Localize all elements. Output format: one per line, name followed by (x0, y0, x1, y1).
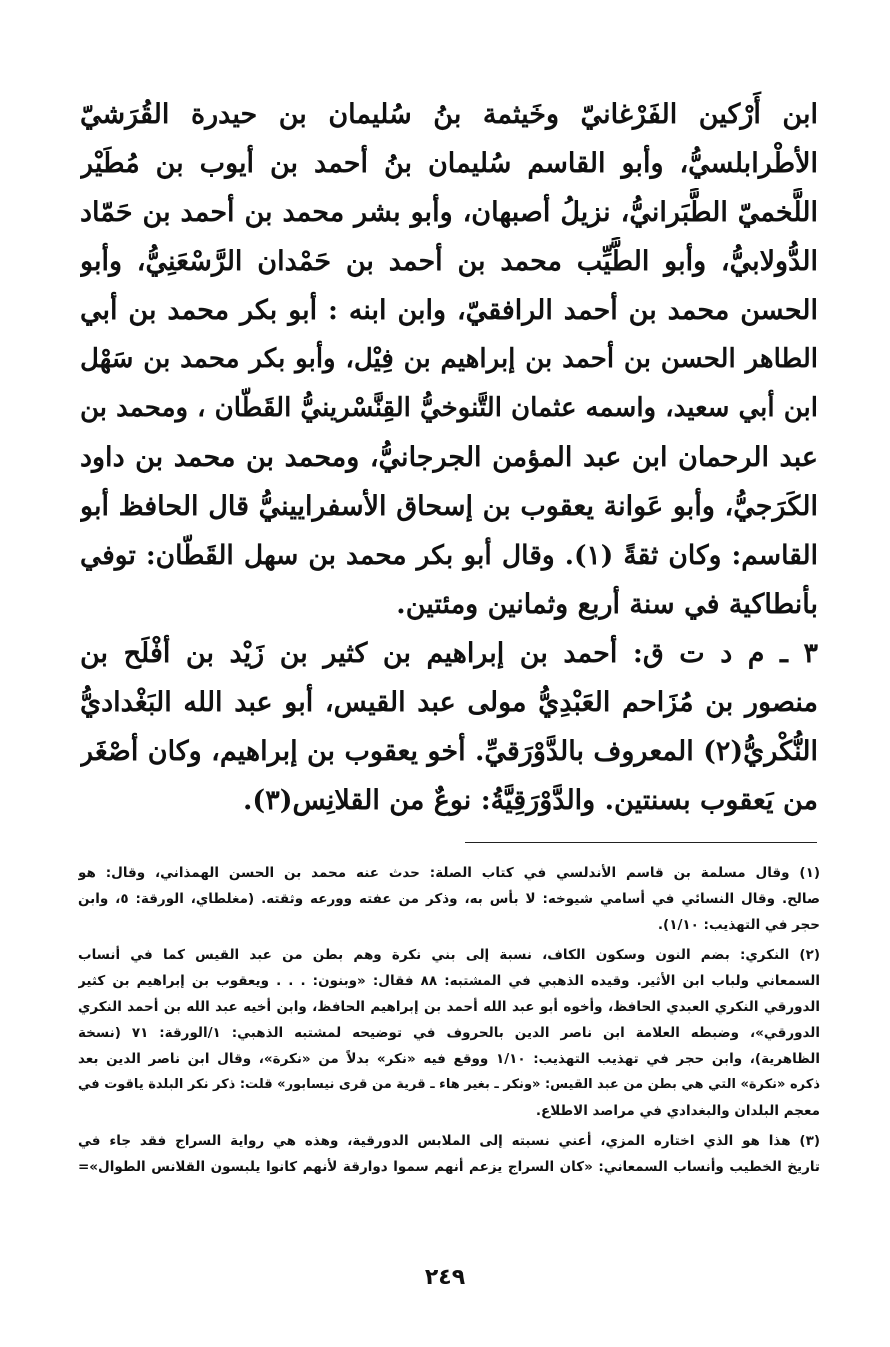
footnote-line: الدورقي»، وضبطه العلامة ابن ناصر الدين بالحروف في توضيحه لمشتبه الذهبي: ١/الورقة: ٧١ (نسخة (78, 1025, 820, 1041)
footnote-line: ذكره «نكرة» التي هي بطن من عبد القيس: «ونكر ـ بغير هاء ـ قرية من قرى نيسابور» قلت: ذكر نكر البلدة ياقوت في (78, 1077, 820, 1092)
body-line: الأطْرابلسيُّ، وأبو القاسم سُليمان بنُ أحمد بن أيوب بن مُطَيْر (80, 148, 818, 179)
footnote-line: (١) وقال مسلمة بن قاسم الأندلسي في كتاب الصلة: حدث عنه محمد بن الحسن الهمذاني، وقال: هو (78, 865, 820, 881)
body-line: النُّكْريُّ(٢) المعروف بالدَّوْرَقيِّ. أخو يعقوب بن إبراهيم، وكان أصْغَر (80, 736, 818, 767)
body-line: منصور بن مُزَاحم العَبْدِيُّ مولى عبد القيس، أبو عبد الله البَغْداديُّ (80, 687, 818, 718)
body-line: الحسن محمد بن أحمد الرافقيّ، وابن ابنه : أبو بكر محمد بن أبي (80, 295, 818, 326)
body-line: اللَّخميّ الطَّبَرانيُّ، نزيلُ أصبهان، وأبو بشر محمد بن أحمد بن حَمّاد (80, 197, 818, 228)
body-line: ابن أَرْكين الفَرْغانيّ وخَيثمة بنُ سُليمان بن حيدرة القُرَشيّ (80, 99, 818, 130)
footnote-line: معجم البلدان والبغدادي في مراصد الاطلاع. (535, 1103, 820, 1119)
footnote-2 (78, 942, 820, 1124)
body-line-paragraph-end: بأنطاكية في سنة أربع وثمانين ومئتين. (396, 589, 818, 620)
entry-heading-line: ٣ ـ م د ت ق: أحمد بن إبراهيم بن كثير بن زَيْد بن أفْلَح بن (80, 638, 818, 669)
footnote-3 (78, 1128, 820, 1180)
footnote-line: صالح. وقال النسائي في أسامي شيوخه: لا بأس به، وذكر من عفته وورعه وثقته. (مغلطاي، الورقة: ٥، وابن (78, 891, 820, 907)
main-body-text (80, 90, 818, 825)
footnote-line: الدورقي النكري العبدي الحافظ، وأخوه أبو عبد الله أحمد بن إبراهيم الحافظ، وابن أخيه عبد الله بن أحمد النكري (78, 999, 820, 1015)
body-line: الطاهر الحسن بن أحمد بن إبراهيم بن فِيْل، وأبو بكر محمد بن سَهْل (80, 344, 818, 374)
footnotes-section (78, 860, 820, 1180)
footnote-line: (٣) هذا هو الذي اختاره المزي، أعني نسبته إلى الملابس الدورقية، وهذه هي رواية السراج فقد جاء في (78, 1133, 820, 1149)
page-number: ٢٤٩ (424, 1265, 466, 1290)
body-line-paragraph-end: من يَعقوب بسنتين. والدَّوْرَقِيَّةُ: نوعٌ من القلانِس(٣). (243, 785, 818, 816)
footnote-line: (٢) النكري: بضم النون وسكون الكاف، نسبة إلى بني نكرة وهم بطن من عبد القيس كما في أنساب (78, 947, 820, 963)
body-line: ابن أبي سعيد، واسمه عثمان التَّنوخيُّ القِنَّسْرينيُّ القَطّان ، ومحمد بن (80, 393, 818, 423)
body-line: القاسم: وكان ثقةً (١). وقال أبو بكر محمد بن سهل القَطّان: توفي (80, 540, 818, 571)
footnote-1 (78, 860, 820, 938)
footnote-line: الظاهرية)، وابن حجر في تهذيب التهذيب: ١/١٠ ووقع فيه «نكر» بدلاً من «نكرة»، وقال ابن ناصر الدين بعد (78, 1051, 820, 1067)
footnote-line: حجر في التهذيب: ١/١٠). (657, 917, 820, 933)
body-line: الدُّولابيُّ، وأبو الطَّيِّب محمد بن أحمد بن حَمْدان الرَّسْعَنِيُّ، وأبو (80, 246, 818, 277)
footnote-separator (465, 842, 817, 843)
footnote-line: تاريخ الخطيب وأنساب السمعاني: «كان السراج يزعم أنهم سموا دوارقة لأنهم كانوا يلبسون القلانس الطوال»= (78, 1159, 820, 1175)
body-line: عبد الرحمان ابن عبد المؤمن الجرجانيُّ، ومحمد بن محمد بن داود (80, 442, 818, 473)
body-line: الكَرَجيُّ، وأبو عَوانة يعقوب بن إسحاق الأسفرايينيُّ قال الحافظ أبو (80, 491, 818, 522)
footnote-line: السمعاني ولباب ابن الأثير. وقيده الذهبي في المشتبه: ٨٨ فقال: «وبنون: . . . ويعقوب بن إبراهيم بن كثير (78, 973, 820, 989)
